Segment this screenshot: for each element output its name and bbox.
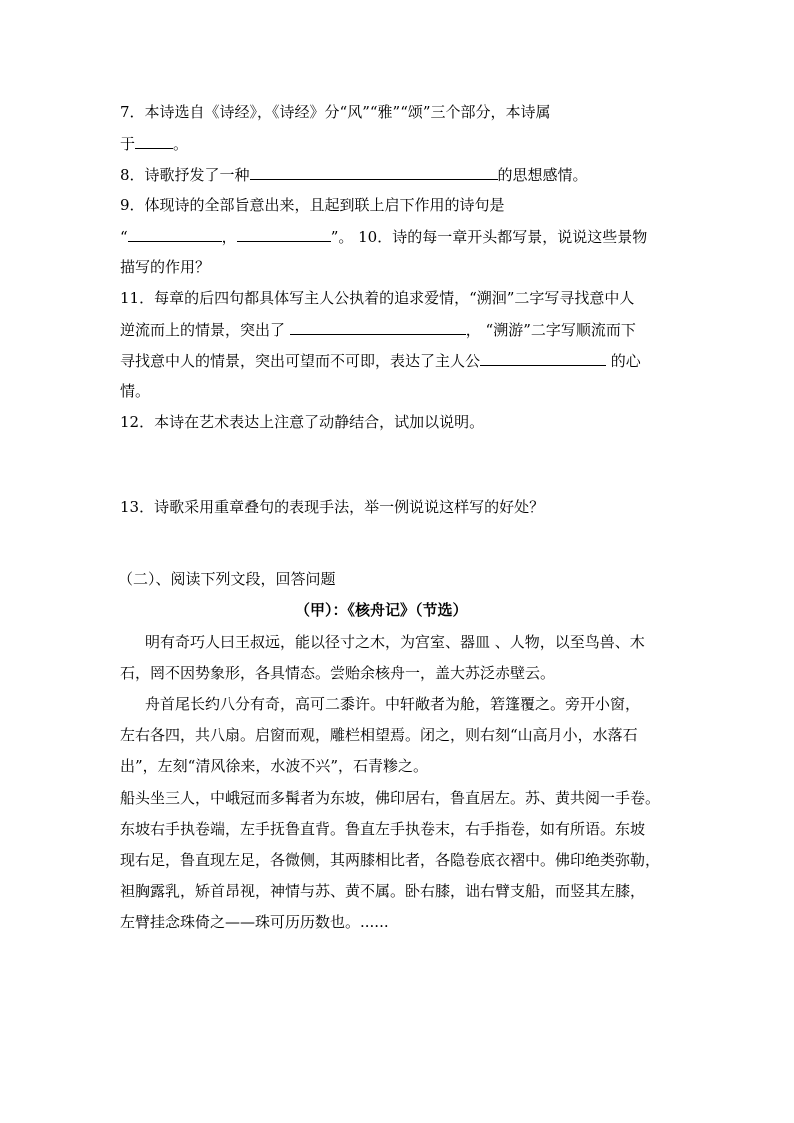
answer-blank-9b[interactable] — [237, 226, 331, 242]
passage-title: （甲）：《核舟记》（节选） — [295, 601, 468, 619]
question-7-line-1: 7．本诗选自《诗经》，《诗经》分“风”“雅”“颂”三个部分，本诗属 — [120, 103, 551, 121]
question-13: 13．诗歌采用重章叠句的表现手法，举一例说说这样写的好处？ — [120, 498, 545, 516]
question-11-line-4: 情。 — [120, 382, 151, 400]
paragraph-3-line-5: 左臂挂念珠倚之——珠可历历数也。...... — [120, 913, 389, 931]
comma: ， — [221, 228, 237, 246]
question-11-line-1: 11．每章的后四句都具体写主人公执着的追求爱情，“溯洄”二字写寻找意中人 — [120, 289, 635, 307]
question-11-line-2 — [120, 319, 636, 340]
paragraph-3-line-4: 袒胸露乳，矫首昂视，神情与苏、黄不属。卧右膝，诎右臂支船，而竖其左膝， — [120, 882, 646, 900]
question-12: 12．本诗在艺术表达上注意了动静结合，试加以说明。 — [120, 413, 485, 431]
question-11-text-a: 逆流而上的情景，突出了 — [120, 321, 290, 339]
question-7-end: 。 — [173, 135, 189, 153]
question-8-text: 8．诗歌抒发了一种 — [120, 166, 250, 184]
answer-blank-9a[interactable] — [128, 226, 222, 242]
paragraph-3-line-2: 东坡右手执卷端，左手抚鲁直背。鲁直左手执卷末，右手指卷，如有所语。东坡 — [120, 820, 646, 838]
paragraph-2-line-2: 左右各四，共八扇。启窗而观，雕栏相望焉。闭之，则右刻“山高月小，水落石 — [120, 726, 638, 744]
question-11-text-d: 的心 — [606, 352, 641, 370]
answer-blank-8[interactable] — [250, 164, 498, 180]
paragraph-1-line-1: 明有奇巧人曰王叔远，能以径寸之木，为宫室、器皿 、人物，以至鸟兽、木 — [145, 633, 645, 651]
question-11-text-b: ， “溯游”二字写顺流而下 — [465, 321, 636, 339]
question-10-line-2: 描写的作用？ — [120, 258, 211, 276]
paragraph-3-line-1: 船头坐三人，中峨冠而多髯者为东坡，佛印居右，鲁直居左。苏、黄共阅一手卷。 — [120, 789, 661, 807]
question-9-line-1: 9．体现诗的全部旨意出来，且起到联上启下作用的诗句是 — [120, 196, 505, 214]
section-heading: （二）、阅读下列文段，回答问题 — [118, 570, 336, 588]
paragraph-2-line-3: 出”，左刻“清风徐来，水波不兴”，石青糁之。 — [120, 757, 429, 775]
question-8 — [120, 164, 588, 185]
question-8-end: 的思想感情。 — [497, 166, 588, 184]
answer-blank-7[interactable] — [135, 133, 173, 149]
question-7-line-2 — [120, 133, 188, 154]
paragraph-3-line-3: 现右足，鲁直现左足，各微侧，其两膝相比者，各隐卷底衣褶中。佛印绝类弥勒， — [120, 851, 661, 869]
paragraph-2-line-1: 舟首尾长约八分有奇，高可二黍许。中轩敞者为舱，箬篷覆之。旁开小窗， — [145, 695, 641, 713]
quote-open: “ — [120, 228, 128, 246]
question-11-text-c: 寻找意中人的情景，突出可望而不可即，表达了主人公 — [120, 352, 481, 370]
question-7-text: 于 — [120, 135, 136, 153]
question-11-line-3 — [120, 350, 641, 371]
paragraph-1-line-2: 石，罔不因势象形，各具情态。尝贻余核舟一，盖大苏泛赤壁云。 — [120, 664, 556, 682]
question-10-text: ”。 10．诗的每一章开头都写景，说说这些景物 — [330, 228, 648, 246]
answer-blank-11a[interactable] — [290, 319, 466, 335]
question-9-line-2 — [120, 226, 647, 247]
answer-blank-11b[interactable] — [480, 350, 606, 366]
